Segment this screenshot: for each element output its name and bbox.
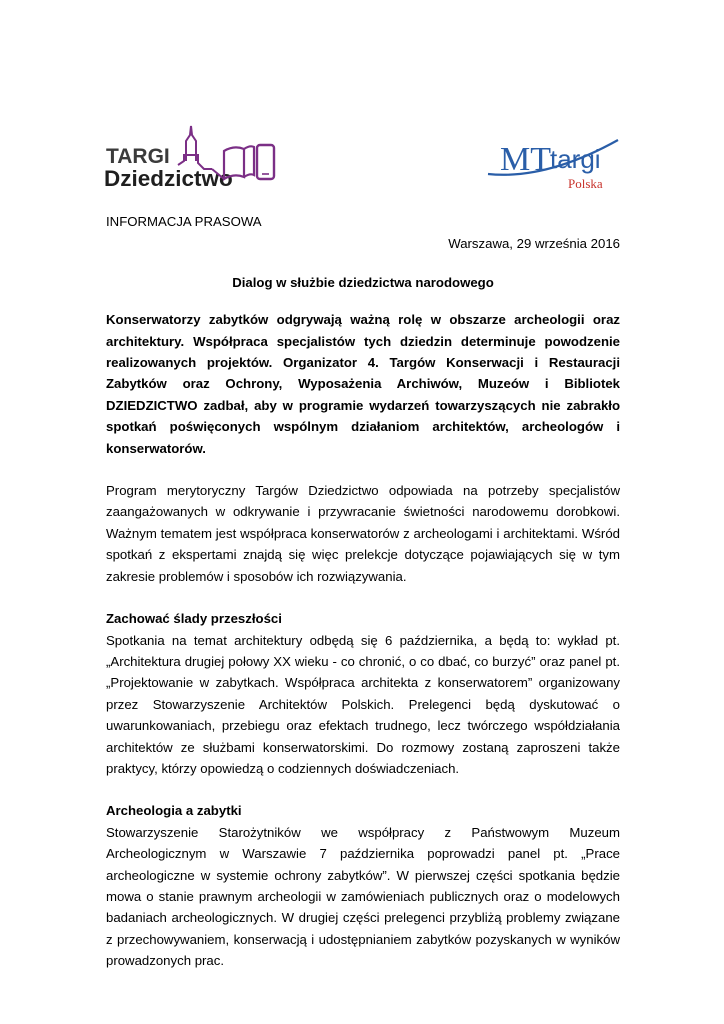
logo-targi-text: TARGI	[106, 145, 170, 168]
date-line: Warszawa, 29 września 2016	[448, 236, 620, 252]
section-paragraph: Spotkania na temat architektury odbędą się 6 października, a będą to: wykład pt. „Architektura drugiej połowy XX wieku - co chronić, o co dbać, co burzyć” oraz panel pt. „Projektowanie w zabytkach. Współpraca architekta z konserwatorem” organizowany przez Stowarzyszenie Architektów Polskich. Prelegenci będą dyskutować o uwarunkowaniach, przebiegu oraz efektach trudnego, lecz twórczego współdziałania architektów ze służbami konserwatorskimi. Do rozmowy zostaną zaproszeni także praktycy, którzy opowiedzą o codziennych doświadczeniach.	[106, 632, 620, 776]
logo-polska-text: Polska	[568, 176, 603, 191]
mt-targi-swoosh-icon	[486, 138, 622, 192]
lead-paragraph: Konserwatorzy zabytków odgrywają ważną rolę w obszarze archeologii oraz architektury. Współpraca specjalistów tych dziedzin determinuje powodzenie realizowanych projektów. Organizator 4. Targów Konserwacji i Restauracji Zabytków oraz Ochrony, Wyposażenia Archiwów, Muzeów i Bibliotek DZIEDZICTWO zadbał, aby w programie wydarzeń towarzyszących nie zabrakło spotkań poświęconych wspólnym działaniom architektów, archeologów i konserwatorów.	[106, 312, 620, 456]
mt-targi-logo	[486, 138, 622, 192]
logo-dziedzictwo-text: Dziedzictwo	[104, 166, 233, 191]
targi-dziedzictwo-logo	[100, 125, 280, 191]
document-title: Dialog w służbie dziedzictwa narodowego	[232, 274, 494, 290]
press-release-body	[106, 205, 620, 972]
church-book-tablet-icon	[100, 125, 280, 191]
intro-paragraph: Program merytoryczny Targów Dziedzictwo odpowiada na potrzeby specjalistów zaangażowanych w odkrywanie i przywracanie świetności narodowemu dorobkowi. Ważnym tematem jest współpraca konserwatorów z archeologami i architektami. Wśród spotkań z ekspertami znajdą się więc prelekcje dotyczące pojawiających się w tym zakresie problemów i sposobów ich rozwiązywania.	[106, 483, 620, 584]
section-heading: Archeologia a zabytki	[106, 803, 242, 819]
section-heading: Zachować ślady przeszłości	[106, 611, 282, 627]
press-label: INFORMACJA PRASOWA	[106, 214, 262, 229]
section-paragraph: Stowarzyszenie Starożytników we współpracy z Państwowym Muzeum Archeologicznym w Warszawie 7 października poprowadzi panel pt. „Prace archeologiczne w systemie ochrony zabytków”. W pierwszej części spotkania będzie mowa o stanie prawnym archeologii w zamówieniach publicznych oraz o modelowych badaniach archeologicznych. W drugiej części prelegenci przybliżą problemy związane z przechowywaniem, konserwacją i udostępnianiem zabytków pozyskanych w wyników prowadzonych prac.	[106, 824, 620, 969]
logo-targi-word: targi	[550, 144, 601, 174]
logo-mt-text: MT	[500, 141, 551, 178]
